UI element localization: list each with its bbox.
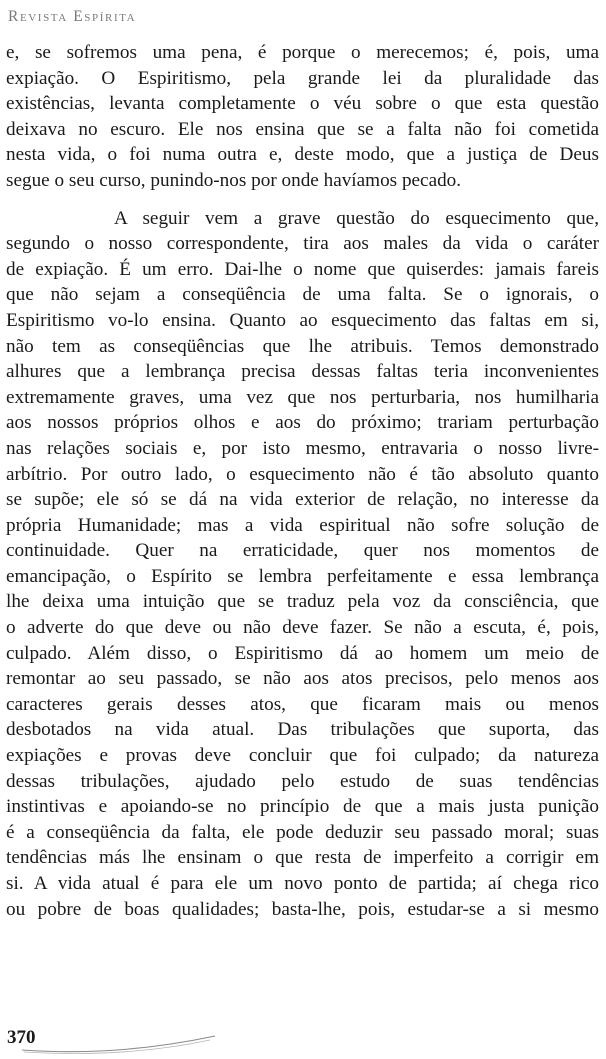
text-line: aos nossos próprios olhos e aos do próximo; trariam perturbação: [6, 412, 599, 434]
text-line: caracteres gerais desses atos, que ficaram mais ou menos: [6, 693, 599, 715]
text-line: não tem as conseqüências que lhe atribuis. Temos demonstrado: [6, 335, 599, 357]
text-line: própria Humanidade; mas a vida espiritual não sofre solução de: [6, 514, 599, 536]
text-line: expiações e provas deve concluir que foi culpado; da natureza: [6, 745, 599, 767]
text-line: instintivas e apoiando-se no princípio de que a mais justa punição: [6, 796, 599, 818]
page-number: 370: [7, 1027, 36, 1048]
text-line: culpado. Além disso, o Espiritismo dá ao homem um meio de: [6, 642, 599, 664]
folio-swash-ornament: [20, 1030, 220, 1056]
text-line: emancipação, o Espírito se lembra perfeitamente e essa lembrança: [6, 565, 599, 587]
text-line: desbotados na vida atual. Das tribulações que suporta, das: [6, 719, 599, 741]
text-line: é a conseqüência da falta, ele pode deduzir seu passado moral; suas: [6, 821, 599, 843]
text-line: ou pobre de boas qualidades; basta-lhe, pois, estudar-se a si mesmo: [6, 898, 599, 920]
text-line: extremamente graves, uma vez que nos perturbaria, nos humilharia: [6, 386, 599, 408]
text-line: arbítrio. Por outro lado, o esquecimento não é tão absoluto quanto: [6, 463, 599, 485]
text-line: remontar ao seu passado, se não aos atos precisos, pelo menos aos: [6, 668, 599, 690]
text-line: continuidade. Quer na erraticidade, quer nos momentos de: [6, 540, 599, 562]
text-line: nas relações sociais e, por isto mesmo, entravaria o nosso livre-: [6, 437, 599, 459]
text-line: que não sejam a conseqüência de uma falta. Se o ignorais, o: [6, 284, 599, 306]
text-line: expiação. O Espiritismo, pela grande lei da pluralidade das: [6, 67, 599, 89]
paragraph-1: [6, 40, 599, 194]
text-line: o adverte do que deve ou não deve fazer. Se não a escuta, é, pois,: [6, 617, 599, 639]
text-line: alhures que a lembrança precisa dessas faltas teria inconvenientes: [6, 361, 599, 383]
text-line: dessas tribulações, ajudado pelo estudo de suas tendências: [6, 770, 599, 792]
running-head: Revista Espírita: [8, 8, 137, 25]
text-line: segue o seu curso, punindo-nos por onde havíamos pecado.: [6, 169, 462, 191]
text-line: de expiação. É um erro. Dai-lhe o nome que quiserdes: jamais fareis: [6, 258, 599, 280]
text-line: existências, levanta completamente o véu sobre o que esta questão: [6, 93, 599, 115]
text-line: Espiritismo vo-lo ensina. Quanto ao esquecimento das faltas em si,: [6, 309, 599, 331]
text-line: se supõe; ele só se dá na vida exterior de relação, no interesse da: [6, 489, 599, 511]
text-line: segundo o nosso correspondente, tira aos males da vida o caráter: [6, 233, 599, 255]
text-line: nesta vida, o foi numa outra e, deste modo, que a justiça de Deus: [6, 144, 599, 166]
paragraph-2: [6, 206, 599, 923]
text-line: e, se sofremos uma pena, é porque o merecemos; é, pois, uma: [6, 42, 599, 63]
text-line: A seguir vem a grave questão do esquecimento que,: [114, 207, 599, 229]
text-line: tendências más lhe ensinam o que resta de imperfeito a corrigir em: [6, 847, 599, 869]
text-line: lhe deixa uma intuição que se traduz pela voz da consciência, que: [6, 591, 599, 613]
page-body: [6, 40, 599, 922]
text-line: deixava no escuro. Ele nos ensina que se a falta não foi cometida: [6, 118, 599, 140]
text-line: si. A vida atual é para ele um novo ponto de partida; aí chega rico: [6, 873, 599, 894]
